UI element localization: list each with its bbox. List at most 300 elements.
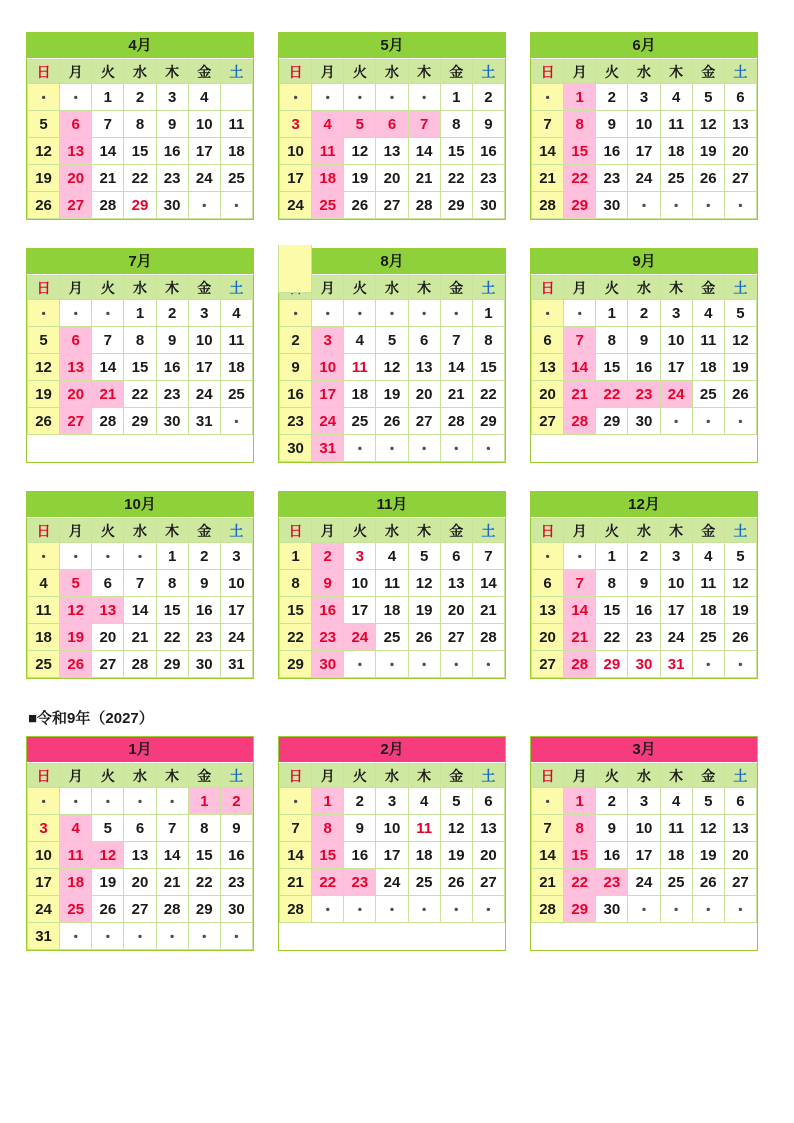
day-cell: 19 <box>440 842 472 869</box>
week-row <box>28 842 253 869</box>
day-cell: 9 <box>156 327 188 354</box>
day-cell: 18 <box>660 842 692 869</box>
day-cell: 1 <box>92 84 124 111</box>
day-cell: ・ <box>124 923 156 950</box>
weekday-header-1: 月 <box>564 276 596 300</box>
day-cell: 24 <box>280 192 312 219</box>
day-cell: 19 <box>692 138 724 165</box>
day-cell: 17 <box>28 869 60 896</box>
day-cell: 12 <box>28 354 60 381</box>
day-cell: 23 <box>156 381 188 408</box>
calendar-month-2 <box>278 32 506 220</box>
day-cell: 21 <box>156 869 188 896</box>
month-title: 4月 <box>27 33 253 59</box>
day-cell: 8 <box>596 327 628 354</box>
day-cell: 13 <box>472 815 504 842</box>
week-row <box>280 815 505 842</box>
day-cell: 30 <box>312 651 344 678</box>
calendar-month-4 <box>26 248 254 463</box>
weekday-header-3: 水 <box>376 276 408 300</box>
weekday-header-6: 土 <box>220 60 252 84</box>
day-cell: 8 <box>472 327 504 354</box>
day-cell: ・ <box>312 84 344 111</box>
day-cell: 12 <box>692 815 724 842</box>
day-cell: ・ <box>440 896 472 923</box>
day-cell: 6 <box>376 111 408 138</box>
day-cell: 17 <box>280 165 312 192</box>
day-cell: 8 <box>312 815 344 842</box>
weekday-header-4: 木 <box>660 276 692 300</box>
weekday-header-5: 金 <box>440 276 472 300</box>
day-cell: 10 <box>628 111 660 138</box>
day-cell: 30 <box>628 408 660 435</box>
day-cell: 7 <box>440 327 472 354</box>
day-cell: 27 <box>60 192 92 219</box>
day-cell: 23 <box>596 165 628 192</box>
weekday-header-6: 土 <box>220 764 252 788</box>
week-row <box>28 543 253 570</box>
month-title: 6月 <box>531 33 757 59</box>
day-cell: ・ <box>628 192 660 219</box>
day-cell: 19 <box>376 381 408 408</box>
month-title: 7月 <box>27 249 253 275</box>
weekday-header-3: 水 <box>628 519 660 543</box>
weekday-header-1: 月 <box>312 60 344 84</box>
day-cell: 6 <box>532 570 564 597</box>
day-cell: 17 <box>660 597 692 624</box>
day-cell: 11 <box>660 815 692 842</box>
day-cell: 21 <box>280 869 312 896</box>
day-cell: ・ <box>440 435 472 462</box>
week-row <box>532 111 757 138</box>
week-row <box>28 84 253 111</box>
day-cell: 10 <box>188 111 220 138</box>
weekday-header-6: 土 <box>472 519 504 543</box>
day-cell: 4 <box>28 570 60 597</box>
day-cell: 6 <box>532 327 564 354</box>
day-cell: 13 <box>92 597 124 624</box>
weekday-header-row <box>280 764 505 788</box>
day-cell: 23 <box>472 165 504 192</box>
weekday-header-5: 金 <box>692 519 724 543</box>
day-cell: 3 <box>156 84 188 111</box>
weekday-header-row <box>28 276 253 300</box>
day-cell: 26 <box>408 624 440 651</box>
day-cell: 9 <box>312 570 344 597</box>
week-row <box>28 381 253 408</box>
day-cell: 4 <box>692 300 724 327</box>
day-cell: ・ <box>692 192 724 219</box>
day-cell: ・ <box>28 84 60 111</box>
weekday-header-0: 日 <box>532 60 564 84</box>
day-cell: ・ <box>92 543 124 570</box>
weekday-header-1: 月 <box>60 276 92 300</box>
day-cell: 30 <box>156 408 188 435</box>
day-cell: 25 <box>376 624 408 651</box>
week-row <box>532 842 757 869</box>
day-cell: 19 <box>724 354 756 381</box>
day-cell: 14 <box>532 138 564 165</box>
day-cell: 12 <box>408 570 440 597</box>
day-cell: 13 <box>60 354 92 381</box>
day-cell: 15 <box>188 842 220 869</box>
day-cell: 10 <box>280 138 312 165</box>
day-cell: 22 <box>440 165 472 192</box>
week-row <box>532 165 757 192</box>
day-cell: 8 <box>280 570 312 597</box>
day-cell: 9 <box>472 111 504 138</box>
day-cell: ・ <box>724 192 756 219</box>
weekday-header-row <box>532 60 757 84</box>
day-cell: 30 <box>472 192 504 219</box>
day-cell: 30 <box>156 192 188 219</box>
day-cell: 1 <box>440 84 472 111</box>
day-cell: ・ <box>408 651 440 678</box>
weekday-header-6: 土 <box>472 60 504 84</box>
day-cell: 7 <box>564 570 596 597</box>
day-cell: 21 <box>92 381 124 408</box>
day-cell: 28 <box>124 651 156 678</box>
day-cell: 24 <box>628 165 660 192</box>
day-cell: 22 <box>188 869 220 896</box>
day-cell: 5 <box>692 84 724 111</box>
day-cell: 17 <box>188 354 220 381</box>
day-cell: 15 <box>124 354 156 381</box>
day-cell: 14 <box>440 354 472 381</box>
day-cell: ・ <box>408 84 440 111</box>
day-cell: 10 <box>376 815 408 842</box>
weekday-header-2: 火 <box>92 519 124 543</box>
section-label-reiwa9 <box>28 707 768 728</box>
day-cell: 16 <box>156 354 188 381</box>
day-cell: 20 <box>532 624 564 651</box>
day-cell: 19 <box>724 597 756 624</box>
day-cell: 23 <box>220 869 252 896</box>
day-cell: 29 <box>188 896 220 923</box>
day-cell: 4 <box>660 84 692 111</box>
weekday-header-2: 火 <box>344 276 376 300</box>
day-cell: 5 <box>440 788 472 815</box>
weekday-header-0: 日 <box>28 60 60 84</box>
weekday-header-3: 水 <box>628 276 660 300</box>
day-cell: 14 <box>564 354 596 381</box>
week-row <box>280 165 505 192</box>
week-row <box>280 381 505 408</box>
weekday-header-0: 日 <box>280 519 312 543</box>
day-cell: 16 <box>596 138 628 165</box>
weekday-header-2: 火 <box>596 60 628 84</box>
week-row <box>28 923 253 950</box>
day-cell: 27 <box>532 408 564 435</box>
day-cell: 9 <box>188 570 220 597</box>
week-row <box>280 300 505 327</box>
day-cell: 15 <box>564 138 596 165</box>
month-table <box>27 59 253 219</box>
day-cell: 9 <box>596 815 628 842</box>
day-cell: 26 <box>692 869 724 896</box>
day-cell: 18 <box>408 842 440 869</box>
weekday-header-row <box>532 276 757 300</box>
week-row <box>28 300 253 327</box>
day-cell: 17 <box>660 354 692 381</box>
day-cell: 4 <box>344 327 376 354</box>
month-title: 8月 <box>279 249 505 275</box>
weekday-header-3: 水 <box>124 60 156 84</box>
day-cell: 8 <box>124 327 156 354</box>
month-table <box>531 59 757 219</box>
day-cell: 15 <box>156 597 188 624</box>
day-cell: 7 <box>92 111 124 138</box>
day-cell: 17 <box>312 381 344 408</box>
day-cell: 24 <box>628 869 660 896</box>
day-cell: ・ <box>344 896 376 923</box>
day-cell: 2 <box>596 84 628 111</box>
day-cell: 2 <box>312 543 344 570</box>
day-cell: 2 <box>344 788 376 815</box>
calendar-month-1 <box>26 32 254 220</box>
day-cell: 12 <box>440 815 472 842</box>
weekday-header-6: 土 <box>472 764 504 788</box>
week-row <box>28 138 253 165</box>
day-cell: 3 <box>660 300 692 327</box>
weekday-header-1: 月 <box>564 60 596 84</box>
day-cell: 6 <box>724 84 756 111</box>
day-cell: 8 <box>124 111 156 138</box>
weekday-header-5: 金 <box>188 60 220 84</box>
day-cell: 11 <box>660 111 692 138</box>
day-cell: 29 <box>124 408 156 435</box>
week-row <box>280 896 505 923</box>
weekday-header-4: 木 <box>408 519 440 543</box>
day-cell: ・ <box>28 543 60 570</box>
day-cell: 7 <box>532 815 564 842</box>
day-cell: 18 <box>660 138 692 165</box>
day-cell: 7 <box>532 111 564 138</box>
day-cell: 24 <box>28 896 60 923</box>
weekday-header-6: 土 <box>472 276 504 300</box>
weekday-header-5: 金 <box>440 764 472 788</box>
day-cell: 25 <box>220 381 252 408</box>
month-table <box>279 518 505 678</box>
day-cell: ・ <box>220 192 252 219</box>
day-cell: 2 <box>628 543 660 570</box>
day-cell: 16 <box>628 354 660 381</box>
day-cell: 2 <box>188 543 220 570</box>
day-cell: 4 <box>692 543 724 570</box>
day-cell: 5 <box>92 815 124 842</box>
day-cell: 12 <box>724 570 756 597</box>
week-row <box>28 192 253 219</box>
day-cell: 10 <box>344 570 376 597</box>
day-cell: 12 <box>28 138 60 165</box>
weekday-header-6: 土 <box>724 60 756 84</box>
day-cell: 31 <box>312 435 344 462</box>
day-cell: 16 <box>628 597 660 624</box>
day-cell: 17 <box>188 138 220 165</box>
day-cell: 10 <box>312 354 344 381</box>
week-row <box>28 624 253 651</box>
day-cell: 18 <box>344 381 376 408</box>
week-row <box>532 815 757 842</box>
day-cell: 1 <box>564 788 596 815</box>
day-cell: 17 <box>220 597 252 624</box>
day-cell: 23 <box>312 624 344 651</box>
day-cell: 8 <box>564 111 596 138</box>
week-row <box>28 896 253 923</box>
calendar-month-6 <box>530 248 758 463</box>
day-cell: 7 <box>124 570 156 597</box>
day-cell: ・ <box>472 435 504 462</box>
week-row <box>280 788 505 815</box>
day-cell: 20 <box>376 165 408 192</box>
day-cell: 3 <box>628 84 660 111</box>
day-cell: 2 <box>596 788 628 815</box>
day-cell: 17 <box>376 842 408 869</box>
day-cell: 31 <box>188 408 220 435</box>
day-cell: 14 <box>92 354 124 381</box>
day-cell: 20 <box>724 138 756 165</box>
day-cell: 24 <box>312 408 344 435</box>
day-cell: 3 <box>220 543 252 570</box>
weekday-header-6: 土 <box>220 519 252 543</box>
day-cell: 23 <box>596 869 628 896</box>
day-cell: 29 <box>596 651 628 678</box>
weekday-header-3: 水 <box>376 60 408 84</box>
day-cell: 19 <box>60 624 92 651</box>
day-cell: 7 <box>280 815 312 842</box>
weekday-header-5: 金 <box>188 519 220 543</box>
day-cell: 8 <box>440 111 472 138</box>
day-cell: 20 <box>408 381 440 408</box>
day-cell: 27 <box>408 408 440 435</box>
day-cell: 27 <box>724 869 756 896</box>
day-cell: ・ <box>660 896 692 923</box>
day-cell: 20 <box>60 381 92 408</box>
day-cell: 9 <box>220 815 252 842</box>
day-cell: ・ <box>124 543 156 570</box>
weekday-header-0: 日 <box>28 764 60 788</box>
weekday-header-5: 金 <box>692 276 724 300</box>
day-cell: 23 <box>628 381 660 408</box>
day-cell: ・ <box>692 651 724 678</box>
day-cell: 3 <box>344 543 376 570</box>
day-cell: 11 <box>28 597 60 624</box>
calendar-row-1 <box>26 32 768 220</box>
week-row <box>28 408 253 435</box>
day-cell: ・ <box>344 435 376 462</box>
day-cell: 21 <box>408 165 440 192</box>
day-cell: 28 <box>440 408 472 435</box>
week-row <box>532 408 757 435</box>
day-cell: 3 <box>376 788 408 815</box>
day-cell: 9 <box>628 327 660 354</box>
weekday-header-4: 木 <box>660 60 692 84</box>
day-cell: 6 <box>60 327 92 354</box>
day-cell: ・ <box>280 84 312 111</box>
day-cell: 18 <box>220 138 252 165</box>
month-title: 5月 <box>279 33 505 59</box>
month-table <box>27 275 253 435</box>
week-row <box>532 300 757 327</box>
day-cell: 7 <box>156 815 188 842</box>
weekday-header-1: 月 <box>564 519 596 543</box>
week-row <box>28 788 253 815</box>
day-cell: 12 <box>60 597 92 624</box>
day-cell: 26 <box>692 165 724 192</box>
day-cell: ・ <box>376 84 408 111</box>
day-cell: 26 <box>92 896 124 923</box>
day-cell: 13 <box>124 842 156 869</box>
month-title: 9月 <box>531 249 757 275</box>
day-cell: 4 <box>312 111 344 138</box>
weekday-header-3: 水 <box>628 60 660 84</box>
day-cell: 30 <box>188 651 220 678</box>
month-table <box>531 518 757 678</box>
day-cell: 6 <box>408 327 440 354</box>
week-row <box>532 570 757 597</box>
month-title: 1月 <box>27 737 253 763</box>
day-cell: 3 <box>280 111 312 138</box>
day-cell: 30 <box>596 896 628 923</box>
day-cell: 8 <box>596 570 628 597</box>
weekday-header-0: 日 <box>280 764 312 788</box>
day-cell: 22 <box>564 869 596 896</box>
day-cell: 9 <box>628 570 660 597</box>
day-cell: 28 <box>92 408 124 435</box>
day-cell: 20 <box>532 381 564 408</box>
day-cell: 30 <box>280 435 312 462</box>
day-cell: 2 <box>220 788 252 815</box>
day-cell: 4 <box>60 815 92 842</box>
weekday-header-0: 日 <box>532 764 564 788</box>
day-cell: 16 <box>596 842 628 869</box>
weekday-header-5: 金 <box>692 60 724 84</box>
day-cell: 13 <box>532 354 564 381</box>
day-cell: ・ <box>724 651 756 678</box>
week-row <box>280 543 505 570</box>
weekday-header-5: 金 <box>440 60 472 84</box>
week-row <box>532 327 757 354</box>
day-cell: 15 <box>596 354 628 381</box>
day-cell: ・ <box>220 923 252 950</box>
week-row <box>280 138 505 165</box>
week-row <box>280 597 505 624</box>
month-title: 10月 <box>27 492 253 518</box>
week-row <box>280 354 505 381</box>
weekday-header-2: 火 <box>596 764 628 788</box>
day-cell: 1 <box>596 543 628 570</box>
weekday-header-row <box>532 519 757 543</box>
day-cell: 16 <box>344 842 376 869</box>
day-cell: 23 <box>156 165 188 192</box>
weekday-header-row <box>280 60 505 84</box>
day-cell: ・ <box>532 543 564 570</box>
week-row <box>28 815 253 842</box>
day-cell: 22 <box>156 624 188 651</box>
weekday-header-3: 水 <box>376 764 408 788</box>
day-cell: 17 <box>628 138 660 165</box>
day-cell: 12 <box>692 111 724 138</box>
day-cell: 27 <box>532 651 564 678</box>
day-cell: 31 <box>660 651 692 678</box>
day-cell: 31 <box>28 923 60 950</box>
day-cell: 5 <box>724 543 756 570</box>
day-cell: 4 <box>376 543 408 570</box>
calendar-month-5 <box>278 248 506 463</box>
day-cell: 25 <box>28 651 60 678</box>
day-cell: ・ <box>532 300 564 327</box>
day-cell: 13 <box>408 354 440 381</box>
